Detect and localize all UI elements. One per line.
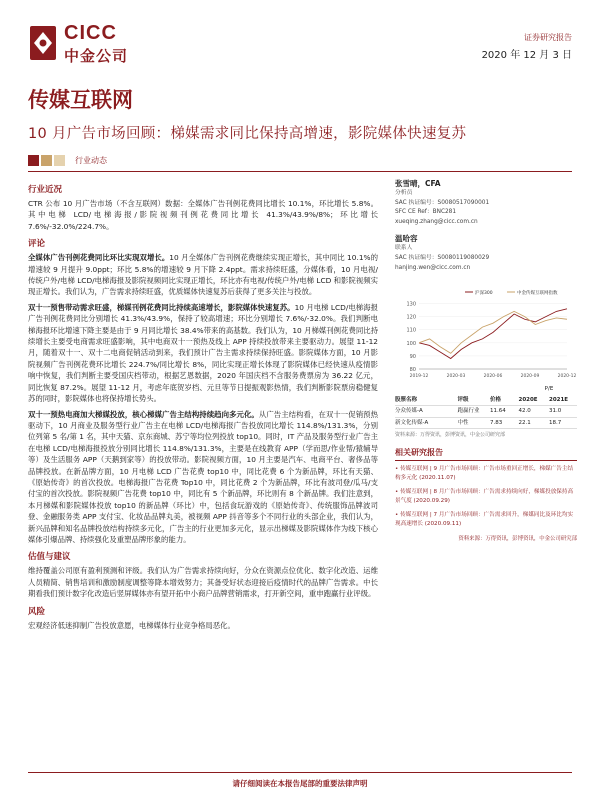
table-header-cell bbox=[492, 384, 518, 395]
analyst-panel bbox=[395, 178, 575, 273]
sector-title: 传媒互联网 bbox=[28, 88, 133, 112]
x-tick-label: 2020-06 bbox=[483, 374, 503, 379]
table-header-cell: 2021E bbox=[549, 396, 569, 403]
analyst-email[interactable]: xueqing.zhang@cicc.com.cn bbox=[395, 218, 478, 225]
divider bbox=[28, 171, 572, 172]
logo-cn-text: 中金公司 bbox=[64, 47, 129, 65]
section-heading: 行业近况 bbox=[28, 185, 63, 195]
paragraph-text: 10 月全媒体广告刊例花费继续实现正增长，其中同比 10.1%的增速较 9 月提升 9.0ppt；环比 5.8%的增速较 9 月下降 2.4ppt。需求持续旺盛，分媒体看，10 月电视/传统户外/电梯 LCD/电梯海报及影院视频同比实现正增长，环比亦有电视/传统户外/电梯 LCD 和影院视频实现正增长。我们认为，广告需求持续旺盛，优质媒体快速复苏后获得了更多关注与投放。 bbox=[28, 253, 378, 297]
table-header bbox=[395, 384, 577, 395]
table-cell: 11.64 bbox=[490, 408, 506, 414]
table-cell: 7.83 bbox=[490, 419, 503, 426]
main-body bbox=[28, 178, 378, 631]
table-cell: 18.7 bbox=[549, 419, 562, 426]
analyst-email[interactable]: hanjing.wen@cicc.com.cn bbox=[395, 264, 471, 271]
paragraph bbox=[28, 565, 378, 599]
paragraph-lead: 双十一预热电商加大梯媒投放，核心梯媒广告主结构持续趋向多元化。 bbox=[28, 409, 259, 419]
table-header-cell bbox=[395, 384, 455, 395]
section-heading: 估值与建议 bbox=[28, 552, 71, 563]
related-report-link[interactable]: • 传媒互联网 | 8 月广告市场回顾：广告需求持续向好，梯媒投放保持高景气度 (2020.09.29) bbox=[395, 489, 574, 504]
report-category bbox=[28, 155, 107, 166]
paragraph-lead: 全媒体广告刊例花费同比环比实现双增长。 bbox=[28, 253, 170, 263]
analyst-detail: SAC 执证编号：S0080119080029 bbox=[395, 254, 490, 261]
paragraph-text: 10 月电梯 LCD/电梯海报广告刊例花费同比分别增长 41.3%/43.9%，保持了较高增速；环比分别增长 7.6%/-32.0%。我们判断电梯海报环比增速下降主要是由于 9 月同比增长 38.4%带来的高基数。我们认为，10 月梯媒刊例花费同比持续增长主要受电商需求旺盛影响，其中电商双十一预热及线上 APP 持续投放带来主要驱动力。展望 11-12 月，随着双十一、双十二电商促销活动到来，我们预计广告主需求持续保持旺盛。影院媒体方面，10 月影院视频广告刊例花费环比增长 224.7%/同比增长 8%，同比实现正增长体现了影院媒体已经快速从疫情影响中恢复，我们判断主要受国庆档带动，根据艺恩数据，2020 年国庆档不含服务费票房为 36.22 亿元，同比恢复 87.2%。展望 11-12 月，考虑年底贺岁档、元旦等节日提振观影热情，我们判断影院票房稳健复苏的同时，影院媒体也将保持增长势头。 bbox=[28, 302, 379, 404]
valuation-table bbox=[395, 384, 577, 438]
cicc-logo bbox=[28, 22, 133, 66]
table-header-cell: P/E bbox=[544, 386, 554, 392]
section-heading: 评论 bbox=[28, 239, 46, 250]
accent-square bbox=[28, 155, 39, 166]
report-title: 10 月广告市场回顾：梯媒需求同比保持高增速，影院媒体快速复苏 bbox=[28, 126, 467, 142]
section-risk bbox=[28, 605, 378, 631]
analyst-name: 张雪晴，CFA bbox=[395, 179, 441, 188]
section-comment bbox=[28, 237, 378, 545]
report-date: 2020 年 12 月 3 日 bbox=[481, 50, 572, 61]
paragraph-text: 从广告主结构看，在双十一促销预热驱动下，10 月商业及服务型行业广告主在电梯 LCD/电梯海报广告投放同比增长 114.8%/131.3%，分别位列第 5 名/第 1 名，其中天猫、京东商城、苏宁等均位列投放 top10。同时，IT 产品及服务型行业广告主在电梯 LCD/电梯海报投放分别同比增长 114.8%/131.3%，主要是在线教育 APP（学而思/作业帮/猿辅导等）及生活服务 APP（天鹅到家等）的投放带动。影院视频方面，10 月主要是汽车、电商平台、奢侈品等品牌投放。在新品牌方面，10 月电梯 LCD 广告花费 top10 中，同比花费 6 个为新品牌，环比有天猫、《原始传奇》的首次投放。电梯海报广告花费 Top10 中，同比花费 2 个为新品牌，环比有波司登/瓜马/支付宝的首次投放。影院视频广告花费 top10 中，同比有 5 个新品牌，环比则有 8 个新品牌。我们注意到，本月梯媒和影院媒体投放 top10 的新品牌（环比）中，包括食玩游戏的《原始传奇》、传统服饰品牌波司登、金融服务类 APP 支付宝、化妆品品牌丸美，被视频 APP 抖音等多个不同行业的头部企业，我们认为，新兴品牌和知名品牌投放结构持续多元化，广告主的行业更加多元化，显示出梯媒及影院媒体作为线下核心媒体引爆品牌、持续强化及重塑品牌形象的能力。 bbox=[28, 409, 378, 544]
paragraph bbox=[28, 409, 378, 546]
paragraph-text: 维持覆盖公司原有盈利预测和评级。我们认为广告需求持续向好，分众在资源点位优化、数字化改造、运维人员精简、销售培训和激励制度调整等降本增效努力；其备受好状态迎接后疫情时代的品牌广告需求。中长期看我们预计数字化改造后竖屏媒体亦有望开拓中小商户品牌营销需求，打开新空间，重申跑赢行业评级。 bbox=[28, 566, 378, 599]
analyst-card bbox=[395, 233, 575, 273]
x-tick-label: 2020-09 bbox=[520, 374, 540, 379]
paragraph-text: 宏观经济低迷抑制广告投放意愿，电梯媒体行业竞争格局恶化。 bbox=[28, 620, 235, 630]
section-valuation bbox=[28, 550, 378, 599]
paragraph bbox=[28, 620, 378, 631]
table-cell: 22.1 bbox=[518, 419, 531, 426]
accent-square bbox=[41, 155, 52, 166]
legend-label: 沪深300 bbox=[475, 291, 493, 296]
table-cell: 跑赢行业 bbox=[457, 408, 480, 414]
y-tick-label: 80 bbox=[409, 367, 416, 373]
index-chart bbox=[395, 287, 577, 383]
x-tick-label: 2020-03 bbox=[446, 374, 466, 379]
table-header-cell bbox=[458, 384, 488, 395]
table-cell: 新文化传媒-A bbox=[395, 419, 429, 426]
section-heading: 风险 bbox=[28, 606, 46, 617]
related-reports bbox=[395, 447, 577, 542]
table-source: 资料来源：万得资讯，彭博资讯，中金公司研究部 bbox=[395, 432, 506, 438]
y-tick-label: 120 bbox=[406, 314, 416, 321]
paragraph bbox=[28, 198, 378, 232]
y-tick-label: 100 bbox=[406, 340, 416, 347]
related-report-link[interactable]: • 传媒互联网 | 9 月广告市场回顾：广告市场重回正增长，梯媒广告主结构多元化 (2020.11.07) bbox=[395, 466, 574, 481]
table-row bbox=[395, 406, 577, 418]
table-row bbox=[395, 418, 577, 430]
analyst-card bbox=[395, 178, 575, 227]
y-tick-label: 110 bbox=[406, 327, 416, 334]
x-tick-label: 2019-12 bbox=[409, 374, 429, 379]
y-tick-label: 90 bbox=[409, 353, 416, 360]
series-line-0 bbox=[419, 309, 567, 359]
x-tick-label: 2020-12 bbox=[557, 374, 577, 379]
table-cell: 31.0 bbox=[549, 408, 562, 414]
analyst-role: 分析员 bbox=[395, 190, 413, 196]
table-cell: 42.0 bbox=[518, 408, 531, 414]
cicc-logo-icon bbox=[28, 24, 58, 62]
paragraph bbox=[28, 302, 378, 405]
table-cell: 中性 bbox=[457, 419, 469, 426]
table-header-cell: 价格 bbox=[490, 396, 502, 403]
category-label: 行业动态 bbox=[75, 156, 107, 165]
logo-en-text: CICC bbox=[64, 22, 117, 44]
table-subheader bbox=[395, 395, 577, 407]
paragraph-lead: 双十一预售带动需求旺盛，梯媒刊例花费同比持续高速增长，影院媒体快速复苏。 bbox=[28, 302, 295, 312]
analyst-detail: SFC CE Ref：BNC281 bbox=[395, 209, 457, 216]
analyst-detail: SAC 执证编号：S0080517090001 bbox=[395, 199, 490, 206]
analyst-role: 联系人 bbox=[395, 245, 413, 252]
paragraph-text: CTR 公布 10 月广告市场（不含互联网）数据：全媒体广告刊例花费同比增长 10.1%，环比增长 5.8%。其中电梯 LCD/电梯海报/影院视频刊例花费同比增长 41.3%/43.9%/8%；环比增长 7.6%/-32.0%/224.7%。 bbox=[28, 199, 378, 231]
accent-square bbox=[54, 155, 65, 166]
related-heading: 相关研究报告 bbox=[395, 447, 577, 461]
paragraph bbox=[28, 252, 378, 298]
footer-divider bbox=[28, 772, 572, 773]
related-source: 资料来源：万得资讯，彭博资讯，中金公司研究部 bbox=[458, 536, 577, 542]
analyst-name: 温哈容 bbox=[395, 234, 418, 244]
legal-footer: 请仔细阅读在本报告尾部的重要法律声明 bbox=[232, 779, 368, 788]
y-tick-label: 130 bbox=[406, 301, 416, 308]
related-report-link[interactable]: • 传媒互联网 | 7 月广告市场回顾：广告需求回升，梯媒同比及环比均实现高速增长 (2020.09.11) bbox=[395, 512, 574, 527]
table-cell: 分众传媒-A bbox=[395, 408, 423, 414]
section-industry-status bbox=[28, 183, 378, 232]
legend-label: 中金传媒互联网指数 bbox=[517, 291, 558, 296]
table-header-cell: 2020E bbox=[518, 396, 538, 403]
table-header-cell: 评级 bbox=[457, 396, 469, 403]
table-header-cell: 股票名称 bbox=[395, 396, 418, 403]
report-type: 证券研究报告 bbox=[524, 33, 572, 42]
